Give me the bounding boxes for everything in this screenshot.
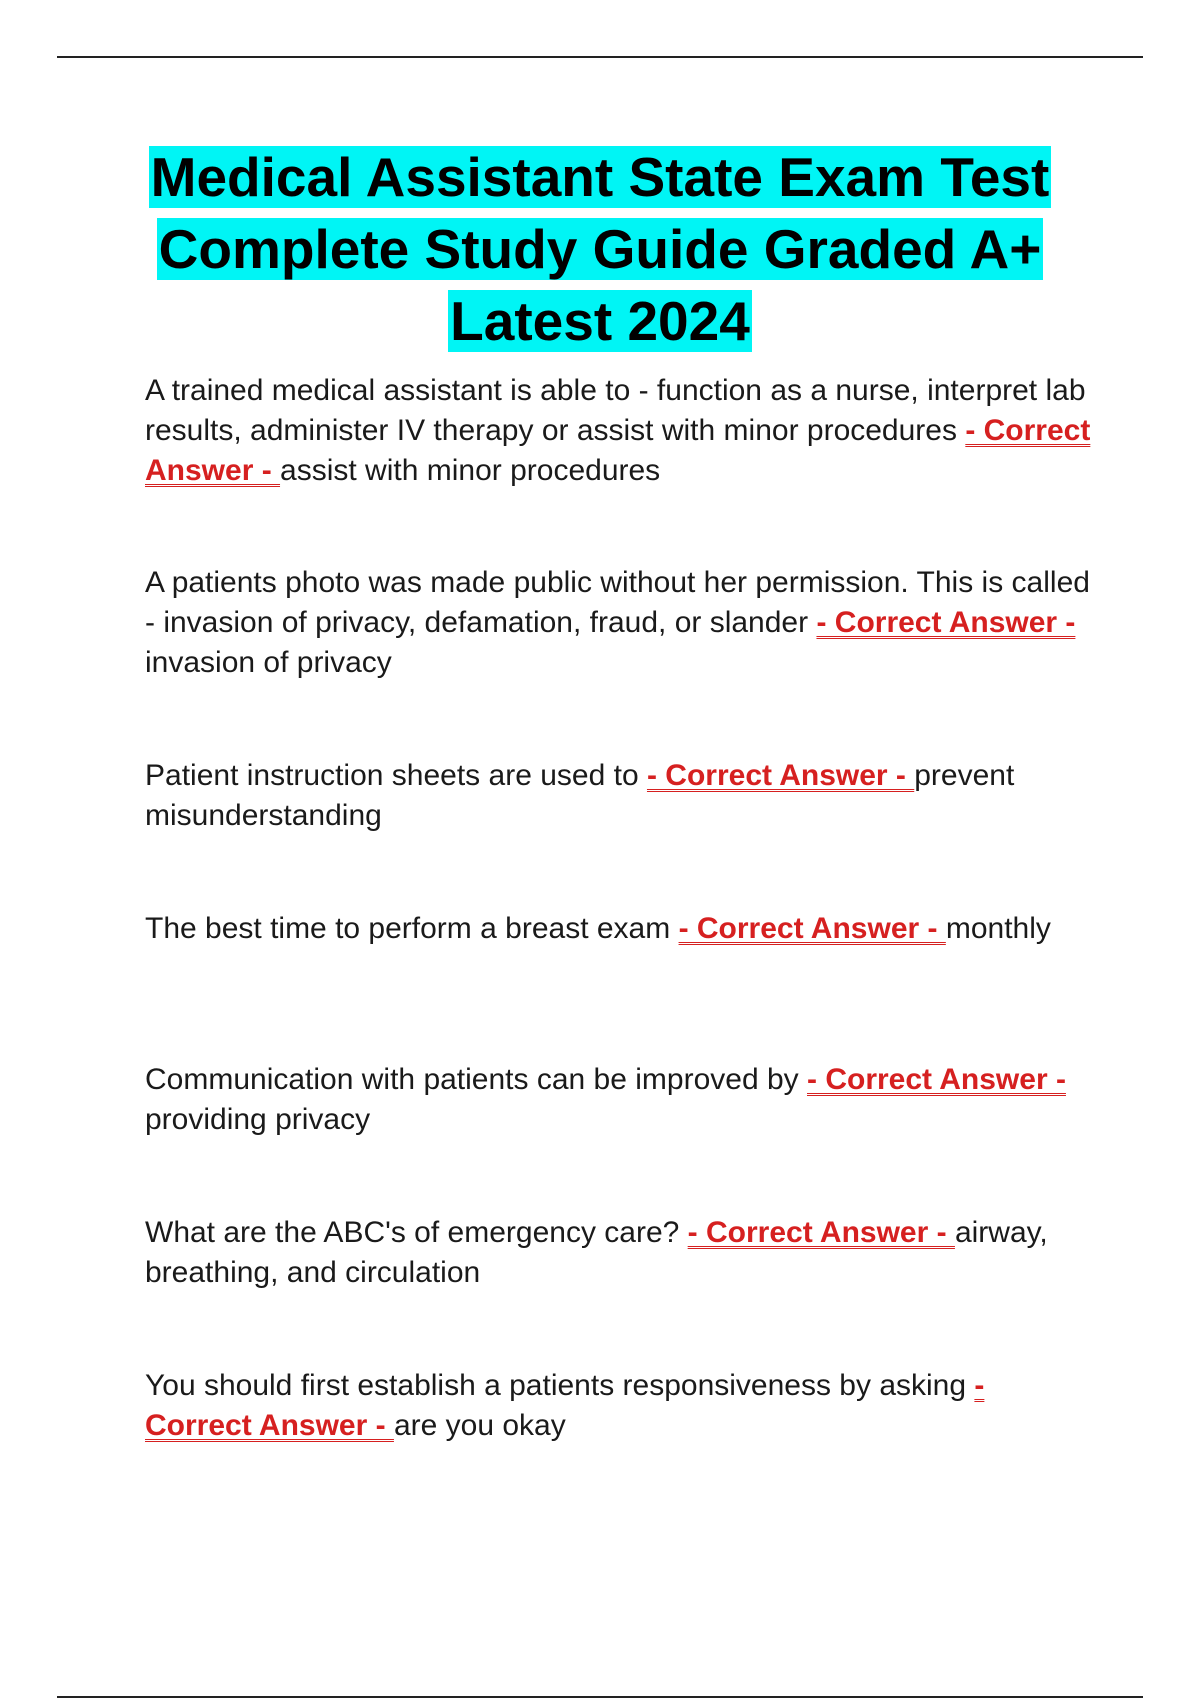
correct-answer-marker: - Correct Answer -: [816, 606, 1076, 639]
correct-answer-marker: - Correct Answer -: [145, 414, 1091, 487]
title-highlight: Medical Assistant State Exam Test Complete Study Guide Graded A+ Latest 2024: [150, 146, 1050, 352]
answer-text: invasion of privacy: [145, 646, 392, 679]
qa-item: [145, 371, 1095, 491]
answer-text: providing privacy: [145, 1103, 371, 1136]
qa-item: [145, 909, 1095, 949]
answer-text: are you okay: [393, 1409, 566, 1442]
question-text: A patients photo was made public without her permission. This is called - invasion of privacy, defamation, fraud, or slander: [145, 566, 1090, 639]
correct-answer-marker: - Correct Answer -: [678, 912, 946, 945]
correct-answer-marker: - Correct Answer -: [145, 1369, 985, 1442]
question-text: The best time to perform a breast exam: [145, 912, 679, 945]
answer-text: assist with minor procedures: [280, 454, 661, 487]
answer-text: prevent misunderstanding: [145, 759, 1015, 832]
qa-item: [145, 756, 1095, 836]
question-text: You should first establish a patients responsiveness by asking: [145, 1369, 975, 1402]
question-text: A trained medical assistant is able to - function as a nurse, interpret lab results, administer IV therapy or assist with minor procedures: [145, 374, 1086, 447]
answer-text: monthly: [945, 912, 1051, 945]
document-title: [100, 141, 1100, 357]
question-text: Communication with patients can be improved by: [145, 1063, 807, 1096]
correct-answer-marker: - Correct Answer -: [646, 759, 915, 792]
question-text: Patient instruction sheets are used to: [145, 759, 647, 792]
correct-answer-marker: - Correct Answer -: [687, 1216, 955, 1249]
answer-text: airway, breathing, and circulation: [145, 1216, 1048, 1289]
question-text: What are the ABC's of emergency care?: [145, 1216, 688, 1249]
qa-item: [145, 563, 1095, 683]
qa-item: [145, 1213, 1095, 1293]
top-rule: [57, 56, 1143, 58]
qa-item: [145, 1060, 1095, 1140]
bottom-rule: [57, 1696, 1143, 1698]
qa-item: [145, 1366, 1095, 1446]
correct-answer-marker: - Correct Answer -: [807, 1063, 1066, 1096]
